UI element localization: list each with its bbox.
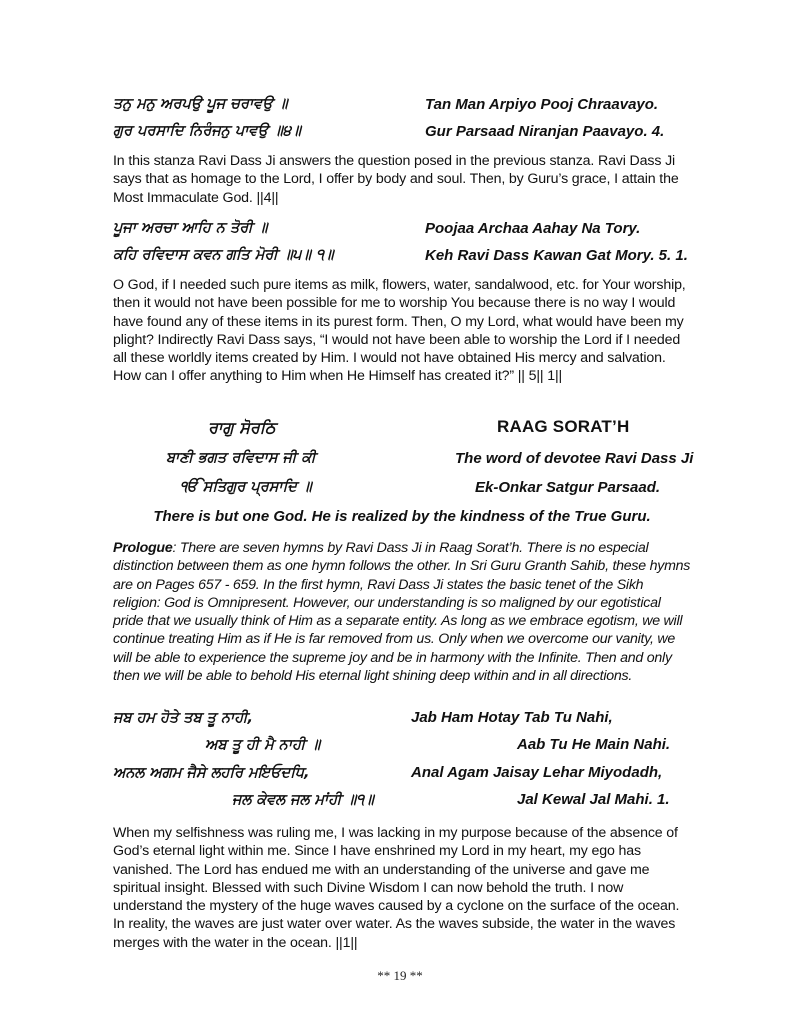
page-number: ** 19 ** [377,968,423,983]
commentary-paragraph: O God, if I needed such pure items as milk, flowers, water, sandalwood, etc. for Your worship, then it would not have been possible for me to worship You because there is no way I would have found any of these items in its purest form. Then, O my Lord, what would have been my plight? Indirectly Ravi Dass says, “I would not have been able to worship the Lord if I needed all these worldly items created by Him. I would not have obtained His mercy and salvation. How can I offer anything to Him when He Himself has created it?” || 5|| 1|| [113,277,686,385]
commentary-paragraph: When my selfishness was ruling me, I was lacking in my purpose because of the absence of God’s eternal light within me. Since I have enshrined my Lord in my heart, my ego has vanished. The Lord has endued me with an understanding of the universe and gave me spiritual insight. Blessed with such Divine Wisdom I can now behold the truth. I now understand the mystery of the huge waves caused by a cyclone on the surface of the ocean. In reality, the waves are just water over water. As the waves subside, the water in the waves merges with the water in the ocean. ||1|| [113,825,680,951]
hymn-transliteration: Aab Tu He Main Nahi. [517,736,671,753]
prologue-paragraph [113,539,691,685]
hymn-gurmukhi: ਅਬ ਤੂ ਹੀ ਮੈ ਨਾਹੀ ॥ [205,737,321,753]
verse-transliteration: Gur Parsaad Niranjan Paavayo. 4. [425,123,665,140]
hymn-gurmukhi: ਜਲ ਕੇਵਲ ਜਲ ਮਾਂਹੀ ॥੧॥ [232,792,374,808]
hymn-transliteration: Anal Agam Jaisay Lehar Miyodadh, [411,764,663,781]
verse-transliteration: Poojaa Archaa Aahay Na Tory. [425,220,641,237]
mool-mantar-gurmukhi: ੴ ਸਤਿਗੁਰ ਪ੍ਰਸਾਦਿ ॥ [180,479,312,495]
hymn-transliteration: Jal Kewal Jal Mahi. 1. [517,791,670,808]
mool-mantar-transliteration: Ek-Onkar Satgur Parsaad. [475,479,661,496]
verse-gurmukhi: ਕਹਿ ਰਵਿਦਾਸ ਕਵਨ ਗਤਿ ਮੋਰੀ ॥੫॥ ੧॥ [113,247,334,263]
verse-gurmukhi: ਤਨੁ ਮਨੁ ਅਰਪਉ ਪੂਜ ਚਰਾਵਉ ॥ [113,96,288,112]
prologue-text: : There are seven hymns by Ravi Dass Ji in Raag Sorat’h. There is no especial distinction between them as one hymn follows the other. In Sri Guru Granth Sahib, these hymns are on Pages 657 - 659. In the first hymn, Ravi Dass Ji states the basic tenet of the Sikh religion: God is Omnipresent. However, our understanding is so maligned by our egotistical pride that we usually think of Him as a separate entity. As long as we embrace egotism, we will continue treating Him as if He is far removed from us. Only when we overcome our vanity, we will be able to experience the supreme joy and be in harmony with the Infinite. Then and only then we will be able to behold His eternal light shining deep within and in all directions. [113,540,691,685]
verse-transliteration: Keh Ravi Dass Kawan Gat Mory. 5. 1. [425,247,688,264]
verse-transliteration: Tan Man Arpiyo Pooj Chraavayo. [425,96,659,113]
prologue-label: Prologue [113,540,173,556]
hymn-gurmukhi: ਅਨਲ ਅਗਮ ਜੈਸੇ ਲਹਰਿ ਮਇਓਦਧਿ, [113,765,310,781]
raag-heading-title: RAAG SORAT’H [497,417,630,436]
bani-transliteration: The word of devotee Ravi Dass Ji [455,450,694,467]
hymn-gurmukhi: ਜਬ ਹਮ ਹੋਤੇ ਤਬ ਤੂ ਨਾਹੀ, [113,710,253,726]
hymn-transliteration: Jab Ham Hotay Tab Tu Nahi, [411,709,613,726]
verse-gurmukhi: ਪੂਜਾ ਅਰਚਾ ਆਹਿ ਨ ਤੋਰੀ ॥ [113,220,268,236]
verse-gurmukhi: ਗੁਰ ਪਰਸਾਦਿ ਨਿਰੰਜਨੁ ਪਾਵਉ ॥੪॥ [113,123,301,139]
raag-heading-gurmukhi: ਰਾਗੁ ਸੋਰਠਿ [208,418,276,437]
bani-gurmukhi: ਬਾਣੀ ਭਗਤ ਰਵਿਦਾਸ ਜੀ ਕੀ [166,450,316,466]
commentary-paragraph: In this stanza Ravi Dass Ji answers the question posed in the previous stanza. Ravi Dass Ji says that as homage to the Lord, I offer by body and soul. Then, by Guru’s grace, I attain the Most Immaculate God. ||4|| [113,153,679,206]
mool-mantar-translation: There is but one God. He is realized by the kindness of the True Guru. [153,508,651,525]
